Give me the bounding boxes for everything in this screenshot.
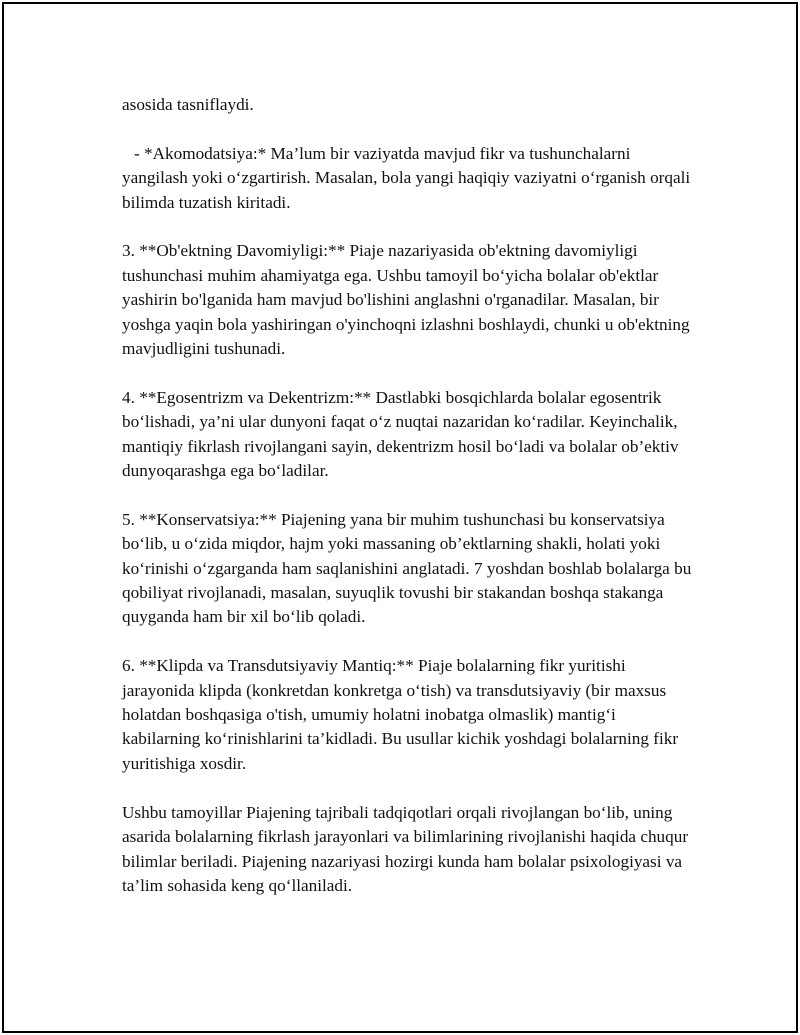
- paragraph-konservatsiya: 5. **Konservatsiya:** Piajening yana bir muhim tushunchasi bu konservatsiya bo‘lib, u o‘zida miqdor, hajm yoki massaning ob’ektlarning shakli, holati yoki ko‘rinishi o‘zgarganda ham saqlanishini anglatadi. 7 yoshdan boshlab bolalarga bu qobiliyat rivojlanadi, masalan, suyuqlik tovushi bir stakandan boshqa stakanga quyganda ham bir xil bo‘lib qoladi.: [122, 509, 692, 627]
- paragraph-akomodatsiya: - *Akomodatsiya:* Ma’lum bir vaziyatda mavjud fikr va tushunchalarni yangilash yoki o‘zgartirish. Masalan, bola yangi haqiqiy vaziyatni o‘rganish orqali bilimda tuzatish kiritadi.: [122, 143, 691, 212]
- paragraph-continuation: asosida tasniflaydi.: [122, 95, 254, 114]
- paragraph-klipda-transdutsiyaviy: 6. **Klipda va Transdutsiyaviy Mantiq:** Piaje bolalarning fikr yuritishi jarayonida klipda (konkretdan konkretga o‘tish) va transdutsiyaviy (bir maxsus holatdan boshqasiga o'tish, umumiy holatni inobatga olmaslik) mantig‘i kabilarning ko‘rinishlarini ta’kidladi. Bu usullar kichik yoshdagi bolalarning fikr yuritishiga xosdir.: [122, 656, 679, 773]
- document-body: [122, 93, 692, 923]
- page-frame: [2, 2, 798, 1033]
- paragraph-obektning-davomiyligi: 3. **Ob'ektning Davomiyligi:** Piaje nazariyasida ob'ektning davomiyligi tushunchasi muhim ahamiyatga ega. Ushbu tamoyil bo‘yicha bolalar ob'ektlar yashirin bo'lganida ham mavjud bo'lishini anglashni o'rganadilar. Masalan, bir yoshga yaqin bola yashiringan o'yinchoqni izlashni boshlaydi, chunki u ob'ektning mavjudligini tushunadi.: [122, 241, 690, 359]
- paragraph-conclusion: Ushbu tamoyillar Piajening tajribali tadqiqotlari orqali rivojlangan bo‘lib, uning asarida bolalarning fikrlash jarayonlari va bilimlarining rivojlanishi haqida chuqur bilimlar beriladi. Piajening nazariyasi hozirgi kunda ham bolalar psixologiyasi va ta’lim sohasida keng qo‘llaniladi.: [122, 802, 689, 895]
- paragraph-egosentrizm: 4. **Egosentrizm va Dekentrizm:** Dastlabki bosqichlarda bolalar egosentrik bo‘lishadi, ya’ni ular dunyoni faqat o‘z nuqtai nazaridan ko‘radilar. Keyinchalik, mantiqiy fikrlash rivojlangani sayin, dekentrizm hosil bo‘ladi va bolalar ob’ektiv dunyoqarashga ega bo‘ladilar.: [122, 387, 679, 481]
